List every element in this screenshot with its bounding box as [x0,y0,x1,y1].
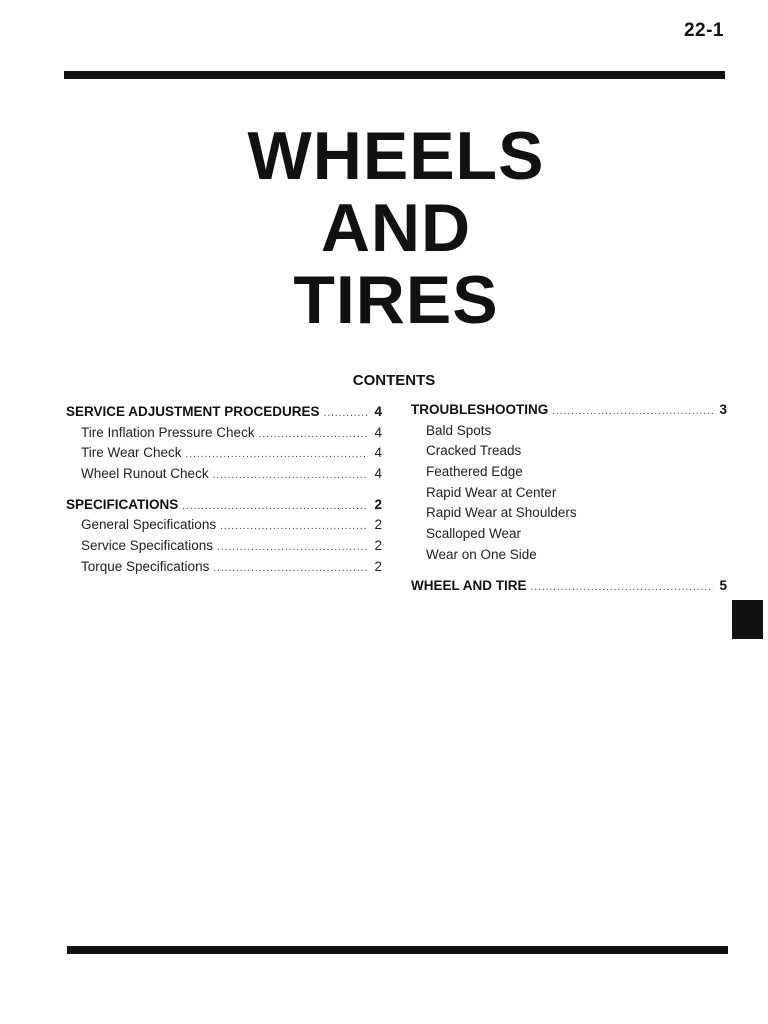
toc-leader-dots [213,470,368,481]
toc-item-rapid-wear-center[interactable]: Rapid Wear at Center [426,484,557,500]
toc-page-number: 4 [374,445,382,461]
toc-item-label: Tire Wear Check [81,445,182,461]
section-tab-marker [732,600,763,639]
toc-item-tire-wear[interactable] [66,445,382,466]
toc-item-cracked-treads[interactable]: Cracked Treads [426,443,522,459]
toc-item-wheel-runout[interactable] [66,466,382,487]
contents-heading: CONTENTS [352,372,436,389]
contents-right-column [411,402,727,598]
title-line-1: WHEELS [247,118,545,194]
toc-leader-dots [213,563,368,574]
toc-item-tire-inflation[interactable] [66,425,382,446]
toc-leader-dots [186,449,368,460]
top-rule [64,71,725,79]
toc-page-number: 3 [719,402,727,417]
toc-page-number: 4 [374,466,382,482]
spacer [66,487,382,497]
toc-leader-dots [220,521,368,532]
toc-item-label: Tire Inflation Pressure Check [81,424,255,440]
toc-leader-dots [552,406,713,417]
toc-page-number: 2 [374,538,382,554]
toc-item-label: Service Specifications [81,538,214,554]
toc-section-troubleshooting[interactable] [411,402,727,423]
toc-leader-dots [324,408,368,419]
toc-leader-dots [531,582,713,593]
toc-item-wear-one-side[interactable]: Wear on One Side [426,546,537,562]
toc-item-scalloped-wear[interactable]: Scalloped Wear [426,526,522,542]
toc-item-bald-spots[interactable]: Bald Spots [426,422,492,438]
page-title [0,120,768,336]
spacer [411,568,727,578]
toc-page-number: 2 [374,517,382,533]
toc-section-service-adjustment[interactable] [66,404,382,425]
page-number: 22-1 [683,20,724,41]
toc-section-wheel-and-tire[interactable] [411,578,727,599]
toc-item-torque-specs[interactable] [66,559,382,580]
toc-page-number: 5 [719,577,727,593]
toc-item-feathered-edge[interactable]: Feathered Edge [426,464,523,480]
toc-leader-dots [259,429,368,440]
bottom-rule [67,946,728,954]
toc-page-number: 2 [374,496,382,512]
toc-item-label: Wheel Runout Check [81,466,209,482]
toc-page-number: 2 [374,558,382,574]
toc-section-label: SERVICE ADJUSTMENT PROCEDURES [66,404,320,419]
title-line-2: AND [320,190,472,266]
toc-section-label: TROUBLESHOOTING [411,402,549,417]
toc-item-label: General Specifications [81,517,217,533]
toc-item-service-specs[interactable] [66,538,382,559]
contents-left-column [66,404,382,580]
toc-item-rapid-wear-shoulders[interactable]: Rapid Wear at Shoulders [426,505,577,521]
toc-leader-dots [217,542,368,553]
toc-section-label: SPECIFICATIONS [66,496,179,512]
toc-section-label: WHEEL AND TIRE [411,577,527,593]
toc-leader-dots [182,501,368,512]
toc-page-number: 4 [374,424,382,440]
title-line-3: TIRES [293,262,499,338]
toc-item-label: Torque Specifications [81,558,210,574]
toc-section-specifications[interactable] [66,497,382,518]
toc-item-general-specs[interactable] [66,517,382,538]
toc-page-number: 4 [374,404,382,419]
